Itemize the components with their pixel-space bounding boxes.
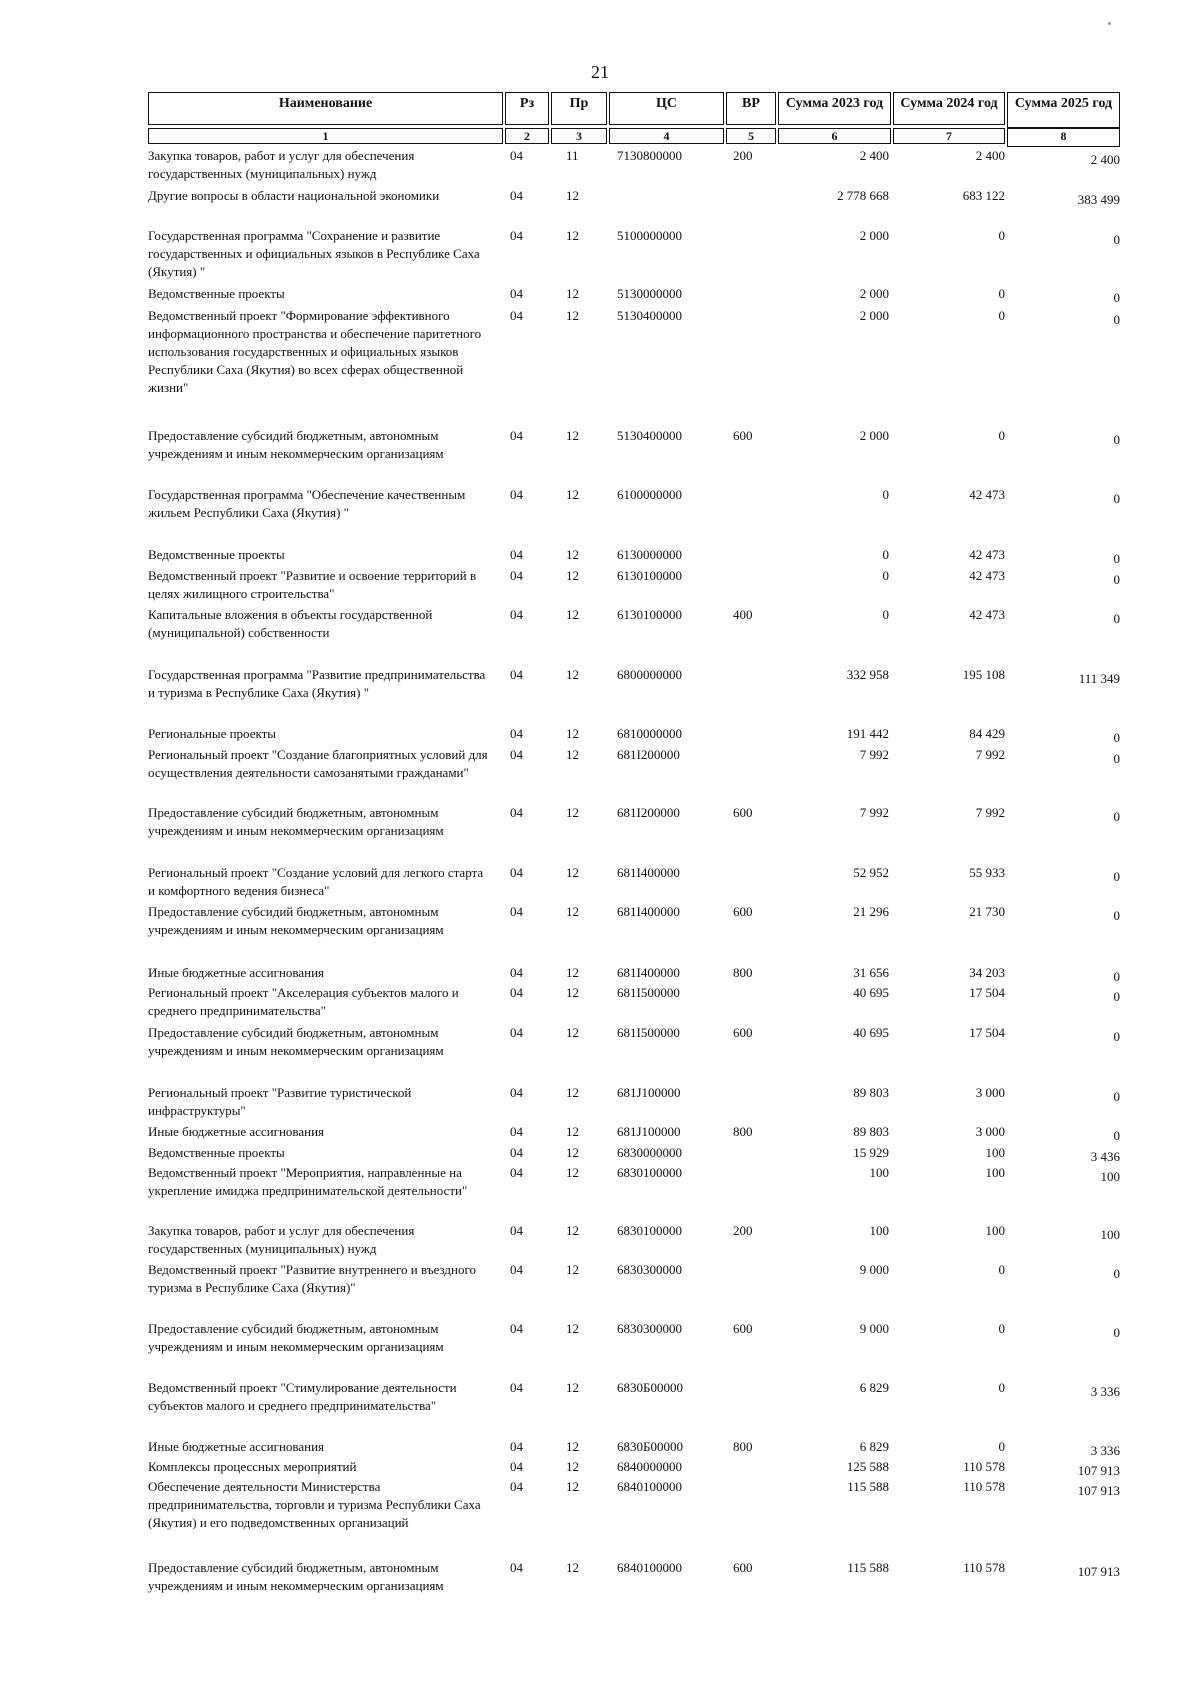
row-cs: 6840100000: [617, 1560, 682, 1575]
row-cs: 681I400000: [617, 865, 680, 880]
row-pr: 12: [566, 805, 579, 820]
row-cs: 6130100000: [617, 568, 682, 583]
row-vr: 600: [733, 1560, 753, 1575]
table-row: [0, 666, 1200, 725]
row-name: Региональный проект "Развитие туристической инфраструктуры": [148, 1085, 412, 1118]
row-rz: 04: [510, 487, 523, 502]
header-sum-2023: Сумма 2023 год: [778, 92, 891, 125]
row-name: Региональные проекты: [148, 726, 277, 741]
row-sum-2023: 2 000: [859, 308, 889, 323]
row-pr: 12: [566, 1145, 579, 1160]
row-sum-2025: 383 499: [1077, 192, 1120, 207]
row-name: Ведомственный проект "Стимулирование деятельности субъектов малого и среднего предпринимательства": [148, 1380, 457, 1413]
row-name: Ведомственный проект "Развитие внутреннего и въездного туризма в Республике Саха (Якутия)": [148, 1262, 476, 1295]
row-pr: 12: [566, 726, 579, 741]
row-sum-2023: 40 695: [853, 1025, 889, 1040]
row-rz: 04: [510, 547, 523, 562]
table-row: [0, 307, 1200, 427]
row-sum-2024: 0: [998, 286, 1005, 301]
row-sum-2024: 0: [998, 228, 1005, 243]
row-name: Предоставление субсидий бюджетным, автономным учреждениям и иным некоммерческим организациям: [148, 1560, 444, 1593]
row-rz: 04: [510, 985, 523, 1000]
row-name: Ведомственный проект "Формирование эффективного информационного пространства и обеспечение паритетного использования государственных и официальных языков Республики Саха (Якутия) во всех сферах общественной жизни": [148, 308, 482, 395]
row-cs: 6800000000: [617, 667, 682, 682]
table-row: [0, 147, 1200, 187]
table-row: [0, 1144, 1200, 1164]
scan-artifact: [1108, 22, 1111, 25]
row-cs: 6100000000: [617, 487, 682, 502]
row-rz: 04: [510, 1145, 523, 1160]
row-cs: 5130400000: [617, 428, 682, 443]
header-rz: Рз: [505, 92, 549, 125]
row-sum-2025: 0: [1113, 432, 1120, 447]
row-cs: 6830300000: [617, 1262, 682, 1277]
table-row: [0, 187, 1200, 227]
row-sum-2025: 0: [1113, 730, 1120, 745]
column-number-row: [148, 128, 1120, 144]
row-sum-2025: 107 913: [1077, 1483, 1120, 1498]
row-sum-2023: 52 952: [853, 865, 889, 880]
row-rz: 04: [510, 148, 523, 163]
row-rz: 04: [510, 1439, 523, 1454]
row-pr: 12: [566, 1262, 579, 1277]
row-pr: 12: [566, 1124, 579, 1139]
row-pr: 12: [566, 985, 579, 1000]
row-sum-2025: 3 336: [1090, 1384, 1120, 1399]
row-pr: 12: [566, 487, 579, 502]
row-name: Предоставление субсидий бюджетным, автономным учреждениям и иным некоммерческим организациям: [148, 1025, 444, 1058]
row-sum-2024: 42 473: [969, 607, 1005, 622]
row-cs: 6810000000: [617, 726, 682, 741]
header-vr: ВР: [726, 92, 776, 125]
column-number: 6: [778, 128, 891, 144]
row-sum-2025: 0: [1113, 232, 1120, 247]
row-sum-2024: 17 504: [969, 985, 1005, 1000]
row-name: Ведомственные проекты: [148, 286, 285, 301]
row-pr: 12: [566, 1380, 579, 1395]
row-rz: 04: [510, 1165, 523, 1180]
row-sum-2025: 0: [1113, 809, 1120, 824]
row-pr: 12: [566, 904, 579, 919]
table-row: [0, 1123, 1200, 1144]
row-sum-2023: 332 958: [846, 667, 889, 682]
row-sum-2024: 17 504: [969, 1025, 1005, 1040]
row-cs: 5100000000: [617, 228, 682, 243]
row-sum-2023: 89 803: [853, 1124, 889, 1139]
row-rz: 04: [510, 1262, 523, 1277]
row-sum-2024: 100: [985, 1223, 1005, 1238]
row-sum-2024: 0: [998, 1439, 1005, 1454]
row-vr: 200: [733, 1223, 753, 1238]
row-name: Иные бюджетные ассигнования: [148, 965, 325, 980]
row-pr: 12: [566, 747, 579, 762]
row-name: Региональный проект "Создание благоприятных условий для осуществления деятельности самозанятыми гражданами": [148, 747, 488, 780]
row-sum-2023: 7 992: [859, 805, 889, 820]
row-sum-2024: 0: [998, 1380, 1005, 1395]
row-sum-2024: 110 578: [963, 1479, 1005, 1494]
table-row: [0, 903, 1200, 964]
row-rz: 04: [510, 1459, 523, 1474]
row-sum-2025: 0: [1113, 969, 1120, 984]
row-sum-2024: 683 122: [962, 188, 1005, 203]
row-name: Ведомственный проект "Мероприятия, направленные на укрепление имиджа предпринимательской деятельности": [148, 1165, 468, 1198]
row-vr: 600: [733, 904, 753, 919]
row-cs: 6830300000: [617, 1321, 682, 1336]
row-rz: 04: [510, 1479, 523, 1494]
table-row: [0, 1084, 1200, 1123]
row-sum-2023: 2 000: [859, 286, 889, 301]
row-sum-2023: 100: [869, 1223, 889, 1238]
table-row: [0, 1024, 1200, 1084]
row-pr: 12: [566, 965, 579, 980]
row-rz: 04: [510, 726, 523, 741]
row-pr: 12: [566, 1223, 579, 1238]
row-sum-2024: 110 578: [963, 1459, 1005, 1474]
row-sum-2024: 42 473: [969, 547, 1005, 562]
header-pr: Пр: [551, 92, 607, 125]
column-number: 4: [609, 128, 724, 144]
row-sum-2023: 15 929: [853, 1145, 889, 1160]
row-vr: 800: [733, 1124, 753, 1139]
row-pr: 12: [566, 286, 579, 301]
row-cs: 681I200000: [617, 747, 680, 762]
table-row: [0, 746, 1200, 804]
table-row: [0, 1559, 1200, 1609]
row-name: Предоставление субсидий бюджетным, автономным учреждениям и иным некоммерческим организациям: [148, 904, 444, 937]
header-sum-2025: Сумма 2025 год: [1007, 92, 1120, 128]
row-sum-2025: 0: [1113, 290, 1120, 305]
row-sum-2025: 0: [1113, 312, 1120, 327]
column-number: 5: [726, 128, 776, 144]
row-vr: 600: [733, 428, 753, 443]
row-sum-2024: 84 429: [969, 726, 1005, 741]
row-sum-2025: 0: [1113, 1128, 1120, 1143]
table-row: [0, 427, 1200, 486]
row-vr: 200: [733, 148, 753, 163]
table-row: [0, 725, 1200, 746]
row-sum-2024: 100: [985, 1145, 1005, 1160]
row-name: Другие вопросы в области национальной экономики: [148, 188, 440, 203]
row-cs: 6830100000: [617, 1165, 682, 1180]
row-sum-2025: 0: [1113, 751, 1120, 766]
row-cs: 6130100000: [617, 607, 682, 622]
row-cs: 6840100000: [617, 1479, 682, 1494]
row-pr: 12: [566, 1025, 579, 1040]
row-sum-2025: 0: [1113, 551, 1120, 566]
row-name: Капитальные вложения в объекты государственной (муниципальной) собственности: [148, 607, 433, 640]
row-rz: 04: [510, 607, 523, 622]
row-rz: 04: [510, 1560, 523, 1575]
row-sum-2024: 0: [998, 308, 1005, 323]
column-number: 1: [148, 128, 503, 144]
row-name: Региональный проект "Создание условий для легкого старта и комфортного ведения бизнеса": [148, 865, 484, 898]
row-cs: 681I400000: [617, 904, 680, 919]
row-cs: 5130400000: [617, 308, 682, 323]
row-sum-2023: 115 588: [847, 1560, 889, 1575]
row-sum-2024: 34 203: [969, 965, 1005, 980]
row-cs: 681I400000: [617, 965, 680, 980]
row-sum-2023: 7 992: [859, 747, 889, 762]
row-name: Иные бюджетные ассигнования: [148, 1439, 325, 1454]
row-pr: 11: [566, 148, 579, 163]
row-sum-2023: 100: [869, 1165, 889, 1180]
row-cs: 681I500000: [617, 1025, 680, 1040]
row-pr: 12: [566, 547, 579, 562]
row-pr: 12: [566, 1085, 579, 1100]
row-rz: 04: [510, 1321, 523, 1336]
table-row: [0, 964, 1200, 984]
row-rz: 04: [510, 1380, 523, 1395]
row-pr: 12: [566, 667, 579, 682]
row-sum-2025: 107 913: [1077, 1463, 1120, 1478]
row-rz: 04: [510, 428, 523, 443]
row-sum-2023: 31 656: [853, 965, 889, 980]
row-sum-2023: 9 000: [859, 1262, 889, 1277]
row-rz: 04: [510, 1085, 523, 1100]
table-row: [0, 1438, 1200, 1458]
column-number: 3: [551, 128, 607, 144]
row-name: Ведомственные проекты: [148, 547, 285, 562]
row-cs: 7130800000: [617, 148, 682, 163]
row-sum-2023: 21 296: [853, 904, 889, 919]
table-header: [148, 92, 1120, 125]
row-pr: 12: [566, 1459, 579, 1474]
row-sum-2023: 2 000: [859, 228, 889, 243]
row-pr: 12: [566, 1439, 579, 1454]
row-cs: 5130000000: [617, 286, 682, 301]
row-rz: 04: [510, 1223, 523, 1238]
row-sum-2023: 40 695: [853, 985, 889, 1000]
row-rz: 04: [510, 747, 523, 762]
row-rz: 04: [510, 228, 523, 243]
row-sum-2025: 3 336: [1090, 1443, 1120, 1458]
row-rz: 04: [510, 1124, 523, 1139]
row-sum-2024: 0: [998, 428, 1005, 443]
table-row: [0, 1458, 1200, 1478]
row-cs: 681I200000: [617, 805, 680, 820]
row-sum-2023: 89 803: [853, 1085, 889, 1100]
table-row: [0, 984, 1200, 1024]
table-row: [0, 804, 1200, 864]
row-vr: 800: [733, 965, 753, 980]
row-sum-2025: 0: [1113, 491, 1120, 506]
row-name: Государственная программа "Обеспечение качественным жильем Республики Саха (Якутия) ": [148, 487, 466, 520]
row-pr: 12: [566, 188, 579, 203]
row-sum-2023: 6 829: [859, 1439, 889, 1454]
row-sum-2023: 0: [882, 487, 889, 502]
row-name: Государственная программа "Развитие предпринимательства и туризма в Республике Саха (Якутия) ": [148, 667, 486, 700]
table-row: [0, 864, 1200, 903]
row-pr: 12: [566, 228, 579, 243]
row-sum-2024: 55 933: [969, 865, 1005, 880]
row-cs: 681J100000: [617, 1124, 681, 1139]
column-number: 8: [1007, 128, 1120, 147]
row-sum-2023: 125 588: [846, 1459, 889, 1474]
row-sum-2023: 9 000: [859, 1321, 889, 1336]
row-sum-2024: 3 000: [975, 1085, 1005, 1100]
header-name: Наименование: [148, 92, 503, 125]
row-sum-2025: 111 349: [1078, 671, 1120, 686]
row-name: Предоставление субсидий бюджетным, автономным учреждениям и иным некоммерческим организациям: [148, 1321, 444, 1354]
row-pr: 12: [566, 1479, 579, 1494]
row-cs: 6830Б00000: [617, 1380, 683, 1395]
row-rz: 04: [510, 865, 523, 880]
table-row: [0, 486, 1200, 546]
row-sum-2025: 100: [1100, 1169, 1120, 1184]
row-pr: 12: [566, 308, 579, 323]
row-name: Ведомственные проекты: [148, 1145, 285, 1160]
row-cs: 6830Б00000: [617, 1439, 683, 1454]
row-sum-2024: 21 730: [969, 904, 1005, 919]
row-sum-2024: 2 400: [975, 148, 1005, 163]
table-row: [0, 1164, 1200, 1222]
row-rz: 04: [510, 308, 523, 323]
row-sum-2025: 0: [1113, 572, 1120, 587]
row-vr: 400: [733, 607, 753, 622]
row-pr: 12: [566, 1560, 579, 1575]
row-vr: 600: [733, 805, 753, 820]
table-body: [0, 147, 1200, 1609]
row-sum-2025: 0: [1113, 611, 1120, 626]
row-sum-2025: 2 400: [1090, 152, 1120, 167]
row-cs: 681I500000: [617, 985, 680, 1000]
row-rz: 04: [510, 568, 523, 583]
row-sum-2024: 7 992: [975, 805, 1005, 820]
table-row: [0, 1261, 1200, 1320]
row-cs: 681J100000: [617, 1085, 681, 1100]
row-sum-2024: 195 108: [962, 667, 1005, 682]
row-pr: 12: [566, 1165, 579, 1180]
header-sum-2024: Сумма 2024 год: [893, 92, 1005, 125]
row-sum-2025: 100: [1100, 1227, 1120, 1242]
row-sum-2023: 115 588: [847, 1479, 889, 1494]
row-sum-2023: 0: [882, 607, 889, 622]
row-pr: 12: [566, 865, 579, 880]
row-sum-2025: 3 436: [1090, 1149, 1120, 1164]
row-name: Закупка товаров, работ и услуг для обеспечения государственных (муниципальных) нужд: [148, 1223, 415, 1256]
row-rz: 04: [510, 667, 523, 682]
table-row: [0, 1478, 1200, 1559]
row-vr: 600: [733, 1321, 753, 1336]
row-name: Иные бюджетные ассигнования: [148, 1124, 325, 1139]
row-cs: 6840000000: [617, 1459, 682, 1474]
table-row: [0, 546, 1200, 567]
row-sum-2025: 0: [1113, 1089, 1120, 1104]
row-sum-2025: 0: [1113, 989, 1120, 1004]
row-rz: 04: [510, 904, 523, 919]
table-row: [0, 1222, 1200, 1261]
table-row: [0, 227, 1200, 285]
row-name: Ведомственный проект "Развитие и освоение территорий в целях жилищного строительства": [148, 568, 477, 601]
row-sum-2024: 42 473: [969, 568, 1005, 583]
row-name: Региональный проект "Акселерация субъектов малого и среднего предпринимательства": [148, 985, 459, 1018]
row-rz: 04: [510, 188, 523, 203]
row-rz: 04: [510, 1025, 523, 1040]
row-sum-2023: 6 829: [859, 1380, 889, 1395]
table-row: [0, 285, 1200, 307]
row-name: Предоставление субсидий бюджетным, автономным учреждениям и иным некоммерческим организациям: [148, 805, 444, 838]
row-cs: 6830100000: [617, 1223, 682, 1238]
table-row: [0, 567, 1200, 606]
row-vr: 800: [733, 1439, 753, 1454]
table-row: [0, 1320, 1200, 1379]
table-row: [0, 606, 1200, 666]
row-name: Предоставление субсидий бюджетным, автономным учреждениям и иным некоммерческим организациям: [148, 428, 444, 461]
row-sum-2024: 110 578: [963, 1560, 1005, 1575]
row-sum-2024: 0: [998, 1262, 1005, 1277]
row-sum-2023: 0: [882, 568, 889, 583]
row-sum-2025: 0: [1113, 1266, 1120, 1281]
row-sum-2025: 0: [1113, 1029, 1120, 1044]
row-rz: 04: [510, 286, 523, 301]
row-sum-2025: 107 913: [1077, 1564, 1120, 1579]
row-vr: 600: [733, 1025, 753, 1040]
row-sum-2025: 0: [1113, 908, 1120, 923]
row-name: Закупка товаров, работ и услуг для обеспечения государственных (муниципальных) нужд: [148, 148, 415, 181]
row-pr: 12: [566, 568, 579, 583]
row-sum-2023: 2 400: [859, 148, 889, 163]
row-pr: 12: [566, 428, 579, 443]
row-name: Обеспечение деятельности Министерства предпринимательства, торговли и туризма Республики Саха (Якутия) и его подведомственных организаций: [148, 1479, 481, 1530]
page-number: 21: [591, 62, 609, 82]
row-sum-2023: 2 778 668: [837, 188, 889, 203]
row-pr: 12: [566, 1321, 579, 1336]
row-sum-2024: 7 992: [975, 747, 1005, 762]
row-rz: 04: [510, 805, 523, 820]
row-sum-2024: 100: [985, 1165, 1005, 1180]
column-number: 2: [505, 128, 549, 144]
row-sum-2024: 42 473: [969, 487, 1005, 502]
row-cs: 6130000000: [617, 547, 682, 562]
row-pr: 12: [566, 607, 579, 622]
row-rz: 04: [510, 965, 523, 980]
row-sum-2025: 0: [1113, 869, 1120, 884]
row-sum-2023: 191 442: [846, 726, 889, 741]
row-sum-2023: 0: [882, 547, 889, 562]
row-sum-2024: 0: [998, 1321, 1005, 1336]
row-sum-2024: 3 000: [975, 1124, 1005, 1139]
row-cs: 6830000000: [617, 1145, 682, 1160]
row-sum-2025: 0: [1113, 1325, 1120, 1340]
header-cs: ЦС: [609, 92, 724, 125]
column-number: 7: [893, 128, 1005, 144]
table-row: [0, 1379, 1200, 1438]
row-name: Комплексы процессных мероприятий: [148, 1459, 357, 1474]
row-name: Государственная программа "Сохранение и развитие государственных и официальных языков в Республике Саха (Якутия) ": [148, 228, 480, 279]
row-sum-2023: 2 000: [859, 428, 889, 443]
